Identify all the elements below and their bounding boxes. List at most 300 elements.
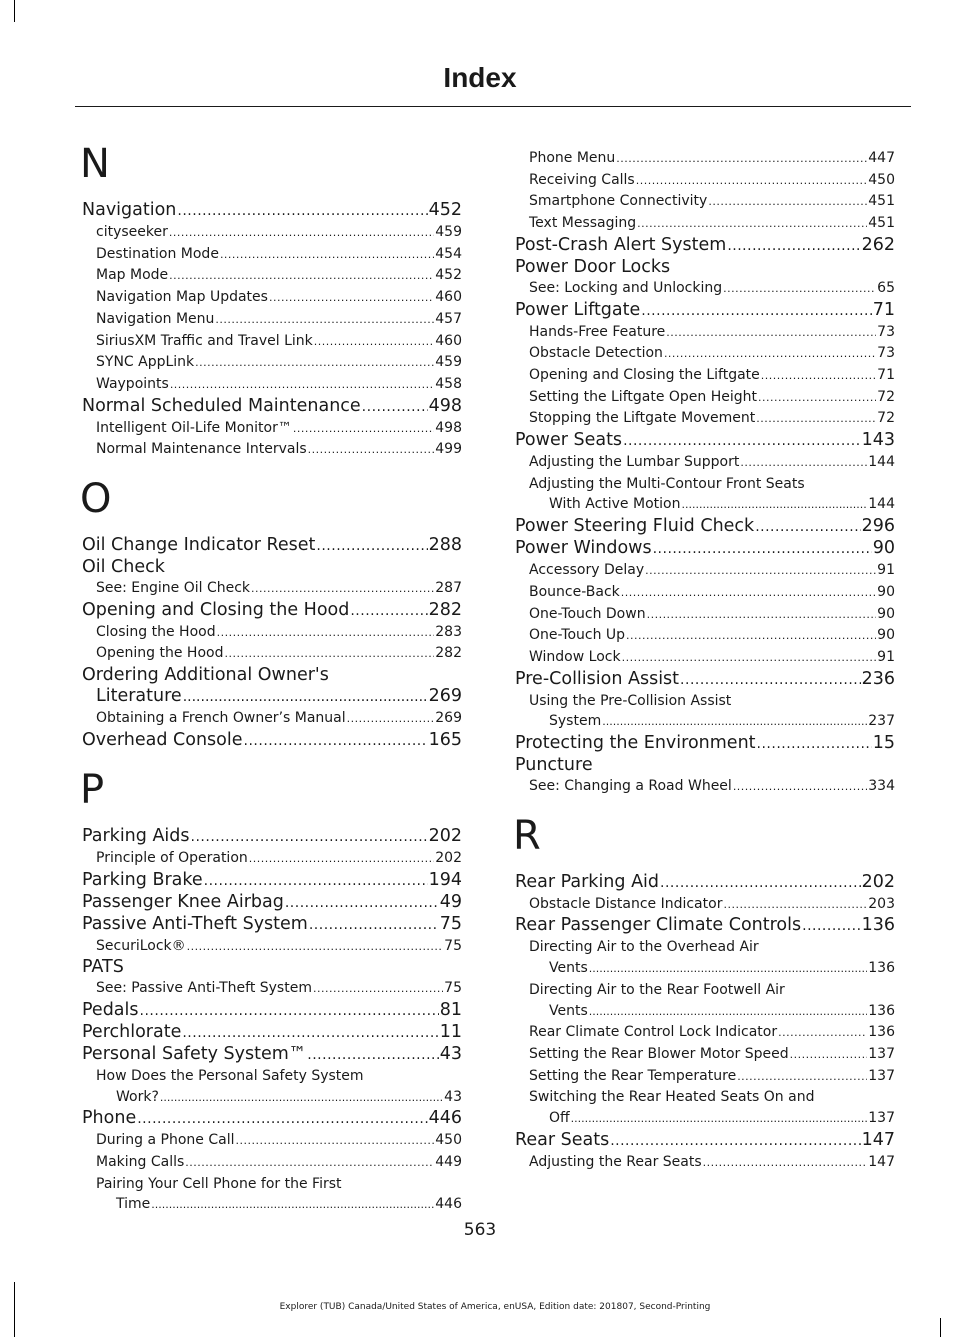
entry-text-continued: With Active Motion <box>549 496 681 513</box>
entry-text: Switching the Rear Heated Seats On and <box>529 1089 815 1106</box>
entry-text: Obstacle Detection <box>529 345 663 362</box>
index-subentry <box>82 439 462 461</box>
index-subentry <box>82 1130 462 1152</box>
dot-leader <box>244 731 428 752</box>
dot-leader <box>621 583 876 604</box>
entry-text: SYNC AppLink <box>96 354 195 371</box>
dot-leader <box>681 495 867 516</box>
dot-leader <box>626 626 876 647</box>
dot-leader <box>637 214 867 235</box>
dot-leader <box>293 419 434 440</box>
dot-leader <box>251 579 434 600</box>
dot-leader <box>309 915 439 936</box>
entry-text: Setting the Rear Temperature <box>529 1067 737 1084</box>
entry-text: Opening the Hood <box>96 645 224 662</box>
entry-page-number: 71 <box>872 299 895 320</box>
dot-leader <box>755 517 860 538</box>
dot-leader <box>641 301 871 322</box>
entry-text: Normal Maintenance Intervals <box>96 441 307 458</box>
footer-edition-note: Explorer (TUB) Canada/United States of America, enUSA, Edition date: 201807, Second-Printing <box>279 1302 711 1312</box>
index-letter-heading: O <box>80 476 112 523</box>
entry-page-number: 457 <box>435 310 462 327</box>
dot-leader <box>314 332 435 353</box>
entry-text: Receiving Calls <box>529 171 635 188</box>
crop-mark-bottom-right <box>940 1318 941 1337</box>
entry-text: One-Touch Down <box>529 605 646 622</box>
entry-text: Phone <box>82 1108 137 1129</box>
index-subentry <box>515 894 895 916</box>
entry-text: Text Messaging <box>529 215 637 232</box>
index-subentry <box>82 936 462 958</box>
entry-page-number: 11 <box>439 1021 462 1042</box>
entry-text: Passive Anti-Theft System <box>82 913 308 934</box>
entry-page-number: 202 <box>428 825 462 846</box>
index-subentry <box>515 937 895 979</box>
entry-text: Parking Brake <box>82 869 203 890</box>
index-subentry <box>515 343 895 365</box>
entry-text-continued: Vents <box>549 960 588 977</box>
dot-leader <box>224 644 434 665</box>
dot-leader <box>169 223 434 244</box>
entry-continuation <box>82 686 462 708</box>
entry-text: Setting the Rear Blower Motor Speed <box>529 1045 789 1062</box>
entry-text: Protecting the Environment <box>515 733 756 754</box>
dot-leader <box>664 344 876 365</box>
index-subentry <box>515 408 895 430</box>
entry-text: Power Seats <box>515 430 623 451</box>
index-subentry <box>515 691 895 733</box>
entry-text: Smartphone Connectivity <box>529 193 708 210</box>
entry-text: See: Engine Oil Check <box>96 580 251 597</box>
entry-page-number: 91 <box>877 648 895 665</box>
index-subentry <box>515 213 895 235</box>
dot-leader <box>215 310 434 331</box>
index-subentry <box>515 582 895 604</box>
entry-page-number: 237 <box>868 713 895 730</box>
dot-leader <box>623 431 861 452</box>
entry-page-number: 90 <box>872 538 895 559</box>
index-entry <box>82 665 462 708</box>
index-entry <box>82 892 462 914</box>
entry-page-number: 269 <box>428 686 462 707</box>
entry-page-number: 498 <box>428 395 462 416</box>
index-column-left <box>82 128 462 1216</box>
entry-page-number: 498 <box>435 419 462 436</box>
index-subentry <box>82 578 462 600</box>
entry-text: Making Calls <box>96 1154 185 1171</box>
entry-page-number: 65 <box>877 279 895 296</box>
dot-leader <box>616 149 867 170</box>
entry-text-continued: Vents <box>549 1002 588 1019</box>
entry-page-number: 136 <box>861 915 895 936</box>
index-column-right <box>515 148 895 1174</box>
header-rule <box>75 106 911 107</box>
dot-leader <box>778 1023 867 1044</box>
entry-page-number: 91 <box>877 562 895 579</box>
entry-page-number: 203 <box>868 895 895 912</box>
dot-leader <box>660 873 861 894</box>
index-subentry <box>515 1087 895 1129</box>
entry-text: Oil Change Indicator Reset <box>82 535 316 556</box>
entry-text: Accessory Delay <box>529 562 645 579</box>
entry-page-number: 451 <box>868 215 895 232</box>
entry-page-number: 165 <box>428 729 462 750</box>
index-entry <box>82 870 462 892</box>
dot-leader <box>204 871 428 892</box>
entry-text: SiriusXM Traffic and Travel Link <box>96 332 313 349</box>
dot-leader <box>636 171 868 192</box>
entry-text: Destination Mode <box>96 245 219 262</box>
index-letter-heading: P <box>80 766 105 813</box>
dot-leader <box>269 288 434 309</box>
entry-page-number: 137 <box>868 1045 895 1062</box>
entry-page-number: 90 <box>877 627 895 644</box>
entry-text: SecuriLock® <box>96 937 186 954</box>
entry-page-number: 288 <box>428 535 462 556</box>
entry-page-number: 75 <box>444 980 462 997</box>
entry-text: Perchlorate <box>82 1021 182 1042</box>
entry-page-number: 143 <box>861 430 895 451</box>
dot-leader <box>170 375 434 396</box>
entry-page-number: 296 <box>861 516 895 537</box>
entry-page-number: 72 <box>877 388 895 405</box>
entry-text: Bounce-Back <box>529 583 620 600</box>
index-subentry <box>515 560 895 582</box>
entry-page-number: 136 <box>868 1002 895 1019</box>
index-subentry <box>515 1022 895 1044</box>
dot-leader <box>758 388 876 409</box>
entry-page-number: 73 <box>877 323 895 340</box>
index-entry <box>515 538 895 560</box>
index-entry-heading: PATS <box>82 957 124 978</box>
entry-text: Pre-Collision Assist <box>515 668 680 689</box>
entry-page-number: 15 <box>872 733 895 754</box>
entry-page-number: 269 <box>435 710 462 727</box>
dot-leader <box>571 1109 868 1130</box>
entry-text: Passenger Knee Airbag <box>82 891 284 912</box>
dot-leader <box>740 453 867 474</box>
entry-page-number: 459 <box>435 354 462 371</box>
index-subentry <box>82 643 462 665</box>
entry-text: Obstacle Distance Indicator <box>529 895 723 912</box>
index-entry-heading: Puncture <box>515 755 593 776</box>
index-entry <box>82 1108 462 1130</box>
dot-leader <box>610 1131 860 1152</box>
entry-text: Obtaining a French Owner’s Manual <box>96 710 346 727</box>
entry-page-number: 262 <box>861 234 895 255</box>
entry-page-number: 147 <box>861 1129 895 1150</box>
entry-page-number: 454 <box>435 245 462 262</box>
dot-leader <box>177 201 427 222</box>
index-subentry <box>515 170 895 192</box>
index-entry <box>82 1000 462 1022</box>
entry-page-number: 460 <box>435 289 462 306</box>
index-entry <box>515 235 895 257</box>
dot-leader <box>313 979 443 1000</box>
entry-page-number: 136 <box>868 1024 895 1041</box>
dot-leader <box>703 1153 868 1174</box>
entry-page-number: 43 <box>439 1043 462 1064</box>
entry-page-number: 449 <box>435 1154 462 1171</box>
entry-page-number: 147 <box>868 1153 895 1170</box>
entry-text: Power Windows <box>515 538 652 559</box>
dot-leader <box>285 893 439 914</box>
page-title: Index <box>443 62 517 93</box>
dot-leader <box>191 827 428 848</box>
entry-text: Navigation <box>82 200 177 220</box>
entry-text: How Does the Personal Safety System <box>96 1067 364 1084</box>
entry-text: Using the Pre-Collision Assist <box>529 692 732 709</box>
index-subentry <box>82 265 462 287</box>
dot-leader <box>140 1001 439 1022</box>
index-subentry <box>515 625 895 647</box>
entry-text-continued: Time <box>116 1196 151 1213</box>
index-entry <box>82 914 462 936</box>
entry-continuation <box>529 958 895 980</box>
dot-leader <box>756 409 876 430</box>
index-subentry <box>82 287 462 309</box>
dot-leader <box>249 849 435 870</box>
index-letter-heading: R <box>513 812 541 859</box>
entry-text: Waypoints <box>96 375 169 392</box>
entry-text: Navigation Menu <box>96 310 215 327</box>
index-subentry <box>82 1066 462 1108</box>
index-entry-heading: Power Door Locks <box>515 256 671 277</box>
entry-page-number: 202 <box>435 849 462 866</box>
entry-text: Ordering Additional Owner's <box>82 665 329 686</box>
entry-text: See: Changing a Road Wheel <box>529 778 732 795</box>
entry-page-number: 144 <box>868 454 895 471</box>
index-entry <box>82 730 462 752</box>
index-subentry <box>515 1066 895 1088</box>
entry-text: Navigation Map Updates <box>96 289 268 306</box>
entry-text: See: Locking and Unlocking <box>529 279 723 296</box>
entry-page-number: 49 <box>439 891 462 912</box>
entry-text: Pedals <box>82 999 139 1020</box>
entry-text: Adjusting the Multi-Contour Front Seats <box>529 475 805 492</box>
entry-text-continued: Work? <box>116 1088 159 1105</box>
dot-leader <box>602 712 867 733</box>
entry-page-number: 460 <box>435 332 462 349</box>
index-subentry <box>82 352 462 374</box>
entry-page-number: 202 <box>861 871 895 892</box>
entry-page-number: 446 <box>435 1196 462 1213</box>
dot-leader <box>187 937 444 958</box>
crop-mark-top-left <box>14 0 15 22</box>
entry-page-number: 458 <box>435 375 462 392</box>
entry-text: Setting the Liftgate Open Height <box>529 388 758 405</box>
index-letter-heading: N <box>80 141 110 187</box>
index-subentry <box>515 1044 895 1066</box>
entry-text: Overhead Console <box>82 729 243 750</box>
entry-page-number: 450 <box>435 1132 462 1149</box>
dot-leader <box>757 734 872 755</box>
index-entry <box>82 396 462 418</box>
dot-leader <box>185 1153 434 1174</box>
index-subentry <box>515 776 895 798</box>
entry-page-number: 283 <box>435 623 462 640</box>
index-subentry <box>515 604 895 626</box>
entry-text: Adjusting the Rear Seats <box>529 1153 702 1170</box>
entry-page-number: 72 <box>877 410 895 427</box>
entry-page-number: 144 <box>868 496 895 513</box>
entry-text: Rear Seats <box>515 1129 610 1150</box>
dot-leader <box>137 1109 427 1130</box>
entry-page-number: 136 <box>868 960 895 977</box>
entry-page-number: 236 <box>861 668 895 689</box>
index-subentry <box>515 191 895 213</box>
index-subentry <box>515 278 895 300</box>
index-subentry <box>82 1152 462 1174</box>
dot-leader <box>316 536 427 557</box>
dot-leader <box>723 895 867 916</box>
entry-text: Rear Parking Aid <box>515 871 660 892</box>
entry-text: Principle of Operation <box>96 849 248 866</box>
index-subentry <box>515 452 895 474</box>
entry-text: See: Passive Anti-Theft System <box>96 980 312 997</box>
entry-text: Closing the Hood <box>96 623 216 640</box>
dot-leader <box>622 648 877 669</box>
entry-page-number: 452 <box>428 200 462 220</box>
index-entry <box>515 516 895 538</box>
index-subentry <box>82 222 462 244</box>
dot-leader <box>647 605 877 626</box>
entry-text: Rear Climate Control Lock Indicator <box>529 1024 778 1041</box>
dot-leader <box>761 366 876 387</box>
dot-leader <box>589 959 868 980</box>
entry-page-number: 499 <box>435 441 462 458</box>
entry-page-number: 446 <box>428 1108 462 1129</box>
dot-leader <box>236 1131 435 1152</box>
entry-text: Rear Passenger Climate Controls <box>515 915 802 936</box>
index-entry <box>515 1130 895 1152</box>
index-subentry <box>82 418 462 440</box>
entry-page-number: 287 <box>435 580 462 597</box>
entry-page-number: 90 <box>877 605 895 622</box>
dot-leader <box>217 623 435 644</box>
entry-text: Stopping the Liftgate Movement <box>529 410 756 427</box>
index-entry <box>82 600 462 622</box>
entry-text: Hands-Free Feature <box>529 323 666 340</box>
index-subentry <box>82 1174 462 1216</box>
index-subentry <box>82 622 462 644</box>
entry-page-number: 459 <box>435 224 462 240</box>
entry-text: Normal Scheduled Maintenance <box>82 395 361 416</box>
entry-page-number: 75 <box>439 913 462 934</box>
index-entry <box>515 872 895 894</box>
entry-page-number: 447 <box>868 150 895 166</box>
entry-page-number: 334 <box>868 778 895 795</box>
index-subentry <box>82 848 462 870</box>
index-subentry <box>82 309 462 331</box>
dot-leader <box>182 1023 438 1044</box>
entry-page-number: 282 <box>435 645 462 662</box>
dot-leader <box>653 539 872 560</box>
entry-continuation <box>96 1087 462 1109</box>
entry-text: Directing Air to the Overhead Air <box>529 939 759 956</box>
dot-leader <box>350 601 427 622</box>
entry-text: Intelligent Oil-Life Monitor™ <box>96 419 292 436</box>
dot-leader <box>645 561 876 582</box>
dot-leader <box>183 687 428 708</box>
dot-leader <box>151 1195 434 1216</box>
entry-page-number: 81 <box>439 999 462 1020</box>
entry-continuation <box>529 494 895 516</box>
dot-leader <box>362 397 428 418</box>
entry-text: Phone Menu <box>529 150 616 166</box>
index-subentry <box>82 374 462 396</box>
dot-leader <box>802 916 860 937</box>
index-subentry <box>515 365 895 387</box>
entry-continuation <box>529 711 895 733</box>
dot-leader <box>195 353 434 374</box>
entry-text: During a Phone Call <box>96 1132 235 1149</box>
entry-text: Opening and Closing the Liftgate <box>529 366 760 383</box>
index-entry <box>82 1022 462 1044</box>
dot-leader <box>723 279 876 300</box>
entry-page-number: 452 <box>435 267 462 284</box>
dot-leader <box>680 670 861 691</box>
entry-text: Pairing Your Cell Phone for the First <box>96 1175 342 1192</box>
entry-text-continued: Literature <box>96 686 182 707</box>
dot-leader <box>589 1002 868 1023</box>
entry-text: Adjusting the Lumbar Support <box>529 454 740 471</box>
entry-text-continued: Off <box>549 1110 570 1127</box>
entry-page-number: 282 <box>428 599 462 620</box>
index-subentry <box>515 387 895 409</box>
dot-leader <box>733 777 867 798</box>
index-entry <box>515 430 895 452</box>
index-entry-heading: Oil Check <box>82 557 165 578</box>
entry-text: Map Mode <box>96 267 169 284</box>
entry-continuation <box>529 1108 895 1130</box>
index-subentry <box>82 708 462 730</box>
index-entry <box>82 826 462 848</box>
dot-leader <box>737 1067 867 1088</box>
dot-leader <box>169 266 434 287</box>
dot-leader <box>307 1045 438 1066</box>
entry-continuation <box>96 1194 462 1216</box>
index-subentry <box>515 647 895 669</box>
entry-text: Parking Aids <box>82 825 190 846</box>
dot-leader <box>347 709 435 730</box>
index-subentry <box>82 978 462 1000</box>
index-entry <box>82 535 462 557</box>
index-subentry <box>82 331 462 353</box>
dot-leader <box>790 1045 868 1066</box>
entry-text: Power Liftgate <box>515 299 641 320</box>
dot-leader <box>160 1088 443 1109</box>
entry-text: Window Lock <box>529 648 621 665</box>
index-entry <box>515 300 895 322</box>
index-subentry <box>515 322 895 344</box>
entry-page-number: 75 <box>444 937 462 954</box>
index-entry <box>515 669 895 691</box>
entry-text: One-Touch Up <box>529 627 626 644</box>
entry-page-number: 450 <box>868 171 895 188</box>
entry-page-number: 137 <box>868 1067 895 1084</box>
dot-leader <box>666 323 876 344</box>
entry-page-number: 451 <box>868 193 895 210</box>
entry-text: Power Steering Fluid Check <box>515 516 755 537</box>
index-entry <box>515 733 895 755</box>
dot-leader <box>708 192 867 213</box>
entry-page-number: 137 <box>868 1110 895 1127</box>
index-subentry <box>515 1152 895 1174</box>
dot-leader <box>220 245 434 266</box>
index-entry <box>82 200 462 222</box>
index-subentry <box>515 148 895 170</box>
